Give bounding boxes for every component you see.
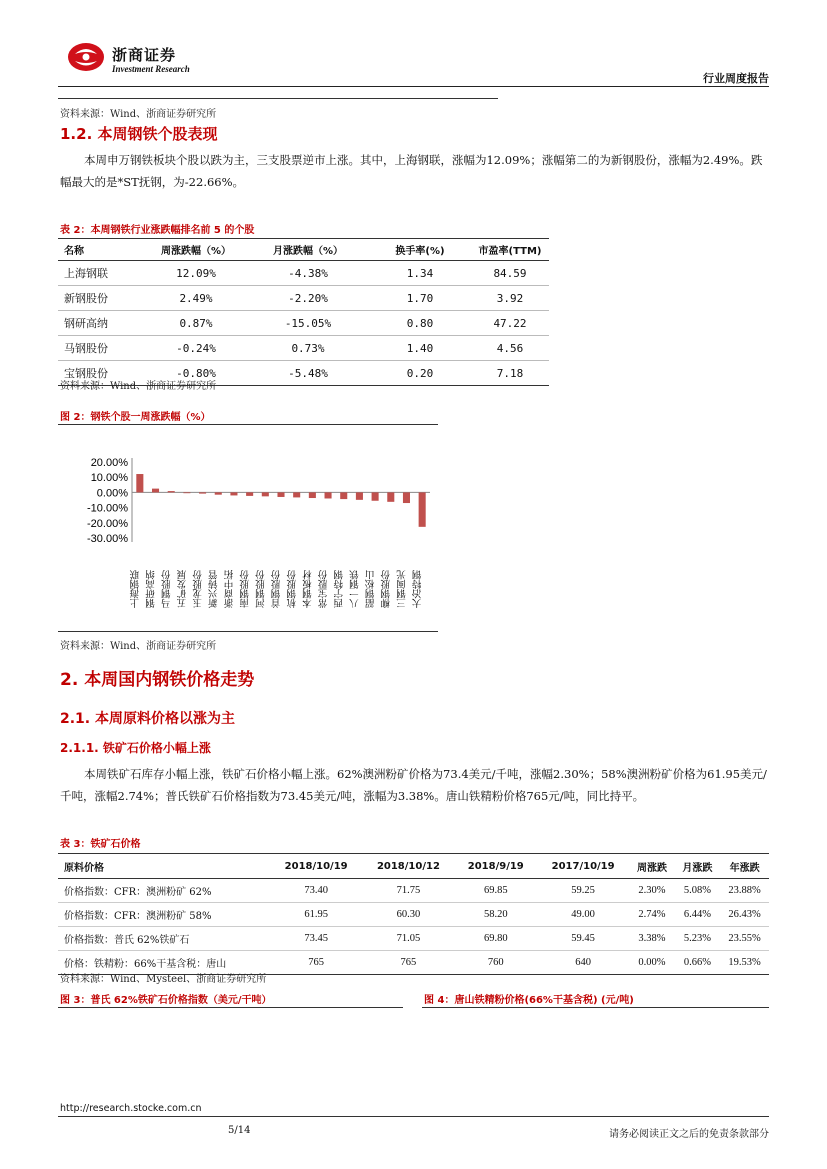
x-tick-label: 新兴铸管 (208, 570, 220, 608)
table-cell: 73.45 (270, 927, 362, 951)
bar (183, 492, 190, 493)
source-divider-top (58, 98, 498, 99)
table-cell: 5.23% (675, 927, 720, 951)
bar (403, 492, 410, 503)
table-2-header: 名称 (58, 239, 145, 261)
table-cell: 58.20 (455, 903, 537, 927)
section-2-1-1-paragraph: 本周铁矿石库存小幅上涨，铁矿石价格小幅上涨。62%澳洲粉矿价格为73.4美元/千吨，涨幅2.30%；58%澳洲粉矿价格为61.95美元/千吨，涨幅2.74%；普氏铁矿石价格指数为73.45美元/吨，涨幅为3.38%。唐山铁精粉价格765元/吨，同比持平。 (60, 767, 767, 803)
table-cell: 23.55% (720, 927, 769, 951)
y-tick-label: 10.00% (90, 472, 128, 485)
x-tick-label: 本钢板材 (302, 570, 314, 608)
company-logo-icon (67, 42, 105, 72)
table-3-caption: 表 3：铁矿石价格 (60, 839, 141, 850)
header-divider (58, 86, 769, 87)
table-cell: -15.05% (247, 311, 369, 336)
table-cell: 2.49% (145, 286, 247, 311)
table-cell: 4.56 (471, 336, 549, 361)
x-tick-label: 首钢股份 (271, 570, 283, 608)
bar (419, 492, 426, 526)
table-2 (58, 238, 549, 386)
table-cell: 12.09% (145, 261, 247, 286)
table-row (58, 927, 769, 951)
table-cell: 7.18 (471, 361, 549, 386)
table-3-header: 2018/9/19 (455, 854, 537, 879)
table-cell: -0.24% (145, 336, 247, 361)
x-tick-label: 三钢闽光 (396, 570, 408, 608)
table-cell: -5.48% (247, 361, 369, 386)
table-cell: 23.88% (720, 879, 769, 903)
figure-4-divider (422, 1007, 769, 1008)
table-3-header: 2018/10/12 (362, 854, 454, 879)
figure-3-divider (58, 1007, 403, 1008)
source-note-top: 资料来源：Wind、浙商证券研究所 (60, 109, 217, 120)
table-cell: 5.08% (675, 879, 720, 903)
y-tick-label: 0.00% (96, 487, 128, 500)
figure-3-caption: 图 3：普氏 62%铁矿石价格指数（美元/干吨） (60, 995, 272, 1006)
table-3-header: 2018/10/19 (270, 854, 362, 879)
chart-caption: 图 2：钢铁个股一周涨跌幅（%） (60, 412, 211, 423)
page-number: 5/14 (228, 1125, 251, 1136)
table-cell: 73.40 (270, 879, 362, 903)
table-cell: -4.38% (247, 261, 369, 286)
bar (277, 492, 284, 497)
table-row (58, 261, 549, 286)
table-cell: 1.70 (369, 286, 471, 311)
table-cell: 6.44% (675, 903, 720, 927)
table-row (58, 879, 769, 903)
table-3-header: 周涨跌 (629, 854, 674, 879)
section-1-2-paragraph: 本周申万钢铁板块个股以跌为主，三支股票逆市上涨。其中，上海钢联，涨幅为12.09%；涨幅第二的为新钢股份，涨幅为2.49%。跌幅最大的是*ST抚钢，为-22.66%。 (60, 153, 763, 189)
x-tick-label: 常宝股份 (318, 570, 330, 608)
x-tick-label: 钢研高纳 (146, 570, 158, 608)
x-tick-label: 西宁特钢 (334, 570, 346, 608)
x-tick-label: 玉龙股份 (193, 570, 205, 608)
x-tick-label: 八一钢铁 (349, 570, 361, 608)
table-3-header: 原料价格 (58, 854, 270, 879)
x-tick-label: 五矿发展 (177, 570, 189, 608)
table-cell: 价格指数：普氏 62%铁矿石 (58, 927, 270, 951)
table-cell: 价格指数：CFR：澳洲粉矿 58% (58, 903, 270, 927)
table-cell: 69.80 (455, 927, 537, 951)
table-cell: 2.74% (629, 903, 674, 927)
table-cell: 1.40 (369, 336, 471, 361)
section-2-1-title: 2.1. 本周原料价格以涨为主 (60, 711, 235, 727)
table-cell: 3.38% (629, 927, 674, 951)
table-2-header: 周涨跌幅（%） (145, 239, 247, 261)
table-cell: 0.73% (247, 336, 369, 361)
bar (340, 492, 347, 499)
x-tick-label: 杭钢股份 (287, 570, 299, 608)
y-tick-label: -20.00% (87, 517, 128, 530)
table-cell: 1.34 (369, 261, 471, 286)
table-cell: 71.75 (362, 879, 454, 903)
bar (262, 492, 269, 496)
chart-top-divider (58, 424, 438, 425)
table-3-header: 月涨跌 (675, 854, 720, 879)
bar (372, 492, 379, 500)
bar (230, 492, 237, 495)
section-2-title: 2. 本周国内钢铁价格走势 (60, 670, 255, 690)
bar (246, 492, 253, 495)
table-cell: 0.66% (675, 951, 720, 975)
table-cell: 19.53% (720, 951, 769, 975)
bar-chart (58, 428, 438, 628)
footer-divider (58, 1116, 769, 1117)
table-cell: 69.85 (455, 879, 537, 903)
table-2-source: 资料来源：Wind、浙商证券研究所 (60, 381, 217, 392)
bar (152, 489, 159, 493)
bar (356, 492, 363, 499)
table-cell: 0.87% (145, 311, 247, 336)
footer-disclaimer: 请务必阅读正文之后的免责条款部分 (609, 1129, 769, 1140)
table-cell: 47.22 (471, 311, 549, 336)
table-cell: 49.00 (537, 903, 629, 927)
table-cell: 59.25 (537, 879, 629, 903)
bar (309, 492, 316, 498)
table-cell: -0.80% (145, 361, 247, 386)
table-cell: 3.92 (471, 286, 549, 311)
table-cell: 0.20 (369, 361, 471, 386)
brand-name-cn: 浙商证券 (112, 46, 177, 64)
chart-source: 资料来源：Wind、浙商证券研究所 (60, 641, 217, 652)
x-tick-label: 浙商中拓 (224, 570, 236, 608)
x-tick-label: 柳钢股份 (381, 570, 393, 608)
table-cell: 71.05 (362, 927, 454, 951)
x-tick-label: 马钢股份 (161, 570, 173, 608)
y-tick-label: 20.00% (90, 457, 128, 469)
table-cell: 61.95 (270, 903, 362, 927)
table-3-source: 资料来源：Wind、Mysteel、浙商证券研究所 (60, 974, 267, 985)
table-cell: 上海钢联 (58, 261, 145, 286)
brand-name-en: Investment Research (112, 64, 190, 74)
table-cell: 价格：铁精粉：66%干基含税：唐山 (58, 951, 270, 975)
table-3-header: 2017/10/19 (537, 854, 629, 879)
footer-url[interactable]: http://research.stocke.com.cn (60, 1103, 202, 1114)
table-cell: 765 (362, 951, 454, 975)
table-cell: 0.00% (629, 951, 674, 975)
table-cell: 新钢股份 (58, 286, 145, 311)
y-tick-label: -10.00% (87, 502, 128, 515)
table-row (58, 286, 549, 311)
x-tick-label: 上海钢联 (130, 570, 142, 608)
table-cell: 价格指数：CFR：澳洲粉矿 62% (58, 879, 270, 903)
table-cell: 59.45 (537, 927, 629, 951)
x-tick-label: 韶钢松山 (365, 570, 377, 608)
document-type: 行业周度报告 (703, 72, 769, 85)
table-cell: 765 (270, 951, 362, 975)
table-2-header: 市盈率(TTM) (471, 239, 549, 261)
table-cell: 760 (455, 951, 537, 975)
section-2-1-1-title: 2.1.1. 铁矿石价格小幅上涨 (60, 741, 211, 755)
bar (215, 492, 222, 494)
bar (293, 492, 300, 497)
bar (199, 492, 206, 493)
x-tick-label: 南钢股份 (240, 570, 252, 608)
table-cell: 钢研高纳 (58, 311, 145, 336)
table-cell: 宝钢股份 (58, 361, 145, 386)
x-tick-label: 河钢股份 (255, 570, 267, 608)
y-tick-label: -30.00% (87, 533, 128, 545)
table-cell: 26.43% (720, 903, 769, 927)
table-cell: 0.80 (369, 311, 471, 336)
table-cell: 2.30% (629, 879, 674, 903)
table-row (58, 311, 549, 336)
bar (387, 492, 394, 501)
table-3 (58, 853, 769, 975)
table-2-header: 月涨跌幅（%） (247, 239, 369, 261)
table-2-header: 换手率(%) (369, 239, 471, 261)
table-cell: 马钢股份 (58, 336, 145, 361)
section-1-2-title: 1.2. 本周钢铁个股表现 (60, 125, 218, 143)
table-2-caption: 表 2：本周钢铁行业涨跌幅排名前 5 的个股 (60, 225, 255, 236)
table-row (58, 903, 769, 927)
chart-bottom-divider (58, 631, 438, 632)
table-cell: -2.20% (247, 286, 369, 311)
figure-4-caption: 图 4：唐山铁精粉价格(66%干基含税) (元/吨) (424, 995, 634, 1006)
bar (325, 492, 332, 498)
table-cell: 60.30 (362, 903, 454, 927)
bar (136, 474, 143, 492)
x-tick-label: 大冶特钢 (412, 570, 424, 608)
table-3-header: 年涨跌 (720, 854, 769, 879)
bar (168, 491, 175, 492)
table-cell: 640 (537, 951, 629, 975)
table-cell: 84.59 (471, 261, 549, 286)
table-row (58, 336, 549, 361)
